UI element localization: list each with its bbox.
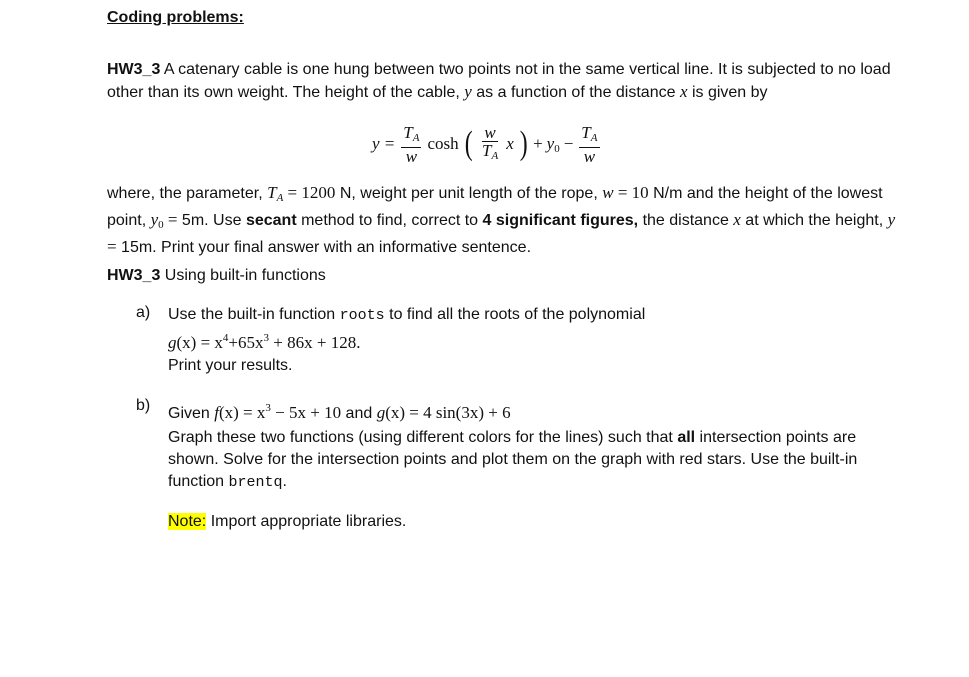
eq-ta-2-sub: A [590,131,598,144]
eq-left-paren: ( [464,125,473,162]
catenary-equation [372,116,602,172]
item-b-body [168,397,888,494]
note-label: Note: [168,513,207,530]
note [168,511,888,533]
problem-1-text-1: A catenary cable is one hung between two points not in the same vertical line. It is subjected to no load other than its own weight. The height of the cable, [107,61,891,101]
item-b-text-4: intersection points are shown. Solve for the intersection points and plot them on the graph with red stars. Use the built-in function [168,429,858,490]
problem-1-details [107,182,897,259]
eq-w-num: w [484,122,496,142]
eq-ta-sub: A [412,131,420,144]
item-b-text-5: . [282,473,287,490]
p2-text-5: method to find, correct to [296,212,483,229]
p2-w: w [602,183,614,202]
item-b-code: brentq [228,474,283,491]
p2-text-3: N/m and the height of the lowest point, [107,185,883,229]
p2-text-6: the distance [638,212,734,229]
eq-w: w [405,146,418,166]
problem-1-text-3: is given by [687,84,768,101]
item-a-body [168,304,888,377]
eq-ta-den: T [481,140,492,160]
p2-text-2: N, weight per unit length of the rope, [335,185,603,202]
problem-1-text-2: as a function of the distance [471,84,680,101]
eq-plus: + [533,134,543,153]
p2-w-value: = 10 [613,183,649,202]
p2-y0-eq: = [163,210,178,229]
eq-ta: T [403,122,413,142]
p2-x: x [733,210,741,229]
item-b-label: b) [136,397,151,414]
eq-frac-w-over-ta [480,124,500,165]
p2-ta-value: = 1200 [283,183,336,202]
problem-1-intro [107,59,897,104]
eq-x: x [506,134,514,153]
item-b-instructions [168,427,888,494]
p2-text-1: where, the parameter, [107,185,268,202]
item-b-text-3: Graph these two functions (using different colors for the lines) such that [168,429,678,446]
p2-secant: secant [245,212,297,229]
eq-frac-ta-over-w-2 [579,124,599,165]
item-a-text-2: to find all the roots of the polynomial [384,306,646,323]
var-x: x [679,82,688,101]
note-text: Import appropriate libraries. [206,513,407,530]
eq-lhs: y = [372,134,396,153]
p2-text-7: at which the height, [740,212,888,229]
item-a-text-1: Use the built-in function [168,306,340,323]
problem-1-id: HW3_3 [107,61,161,78]
eq-w-2: w [583,146,596,166]
item-b-f-def: $f(x) = x^3 - 5x + 10$ [214,402,342,422]
p2-text-8: 15m. Print your final answer with an informative sentence. [116,239,532,256]
item-b-all: all [677,429,696,446]
item-a-polynomial: $g(x) = x^4+65x^3 + 86x + 128$. [168,332,361,352]
section-heading: Coding problems: [107,9,244,26]
p2-y0: $y_0$ [150,210,164,231]
item-a-label: a) [136,304,151,321]
problem-2-title: Using built-in functions [160,267,326,284]
eq-ta-2: T [581,122,591,142]
item-b-g-def: g(x) = 4 sin(3x) + 6 [376,403,511,422]
item-a-text-3: Print your results. [168,357,293,374]
problem-2-id: HW3_3 [107,267,161,284]
p2-sig-figs: 4 significant figures, [482,212,639,229]
eq-frac-ta-over-w [401,124,421,165]
var-y: y [464,82,472,101]
item-b-text-2: and [341,405,377,422]
item-b-text-1: Given [168,405,215,422]
eq-right-paren: ) [519,125,528,162]
eq-y0: $y_0$ [546,133,560,155]
p2-y: y [887,210,896,229]
eq-cosh: cosh [427,134,459,153]
p2-text-4: 5m. Use [177,212,246,229]
problem-2-heading [107,265,897,287]
eq-ta-den-sub: A [491,149,499,162]
p2-y-eq: = [107,237,117,256]
item-a-code: roots [339,307,385,324]
p2-ta: $T_A$ [267,183,284,204]
eq-minus: − [563,134,574,153]
